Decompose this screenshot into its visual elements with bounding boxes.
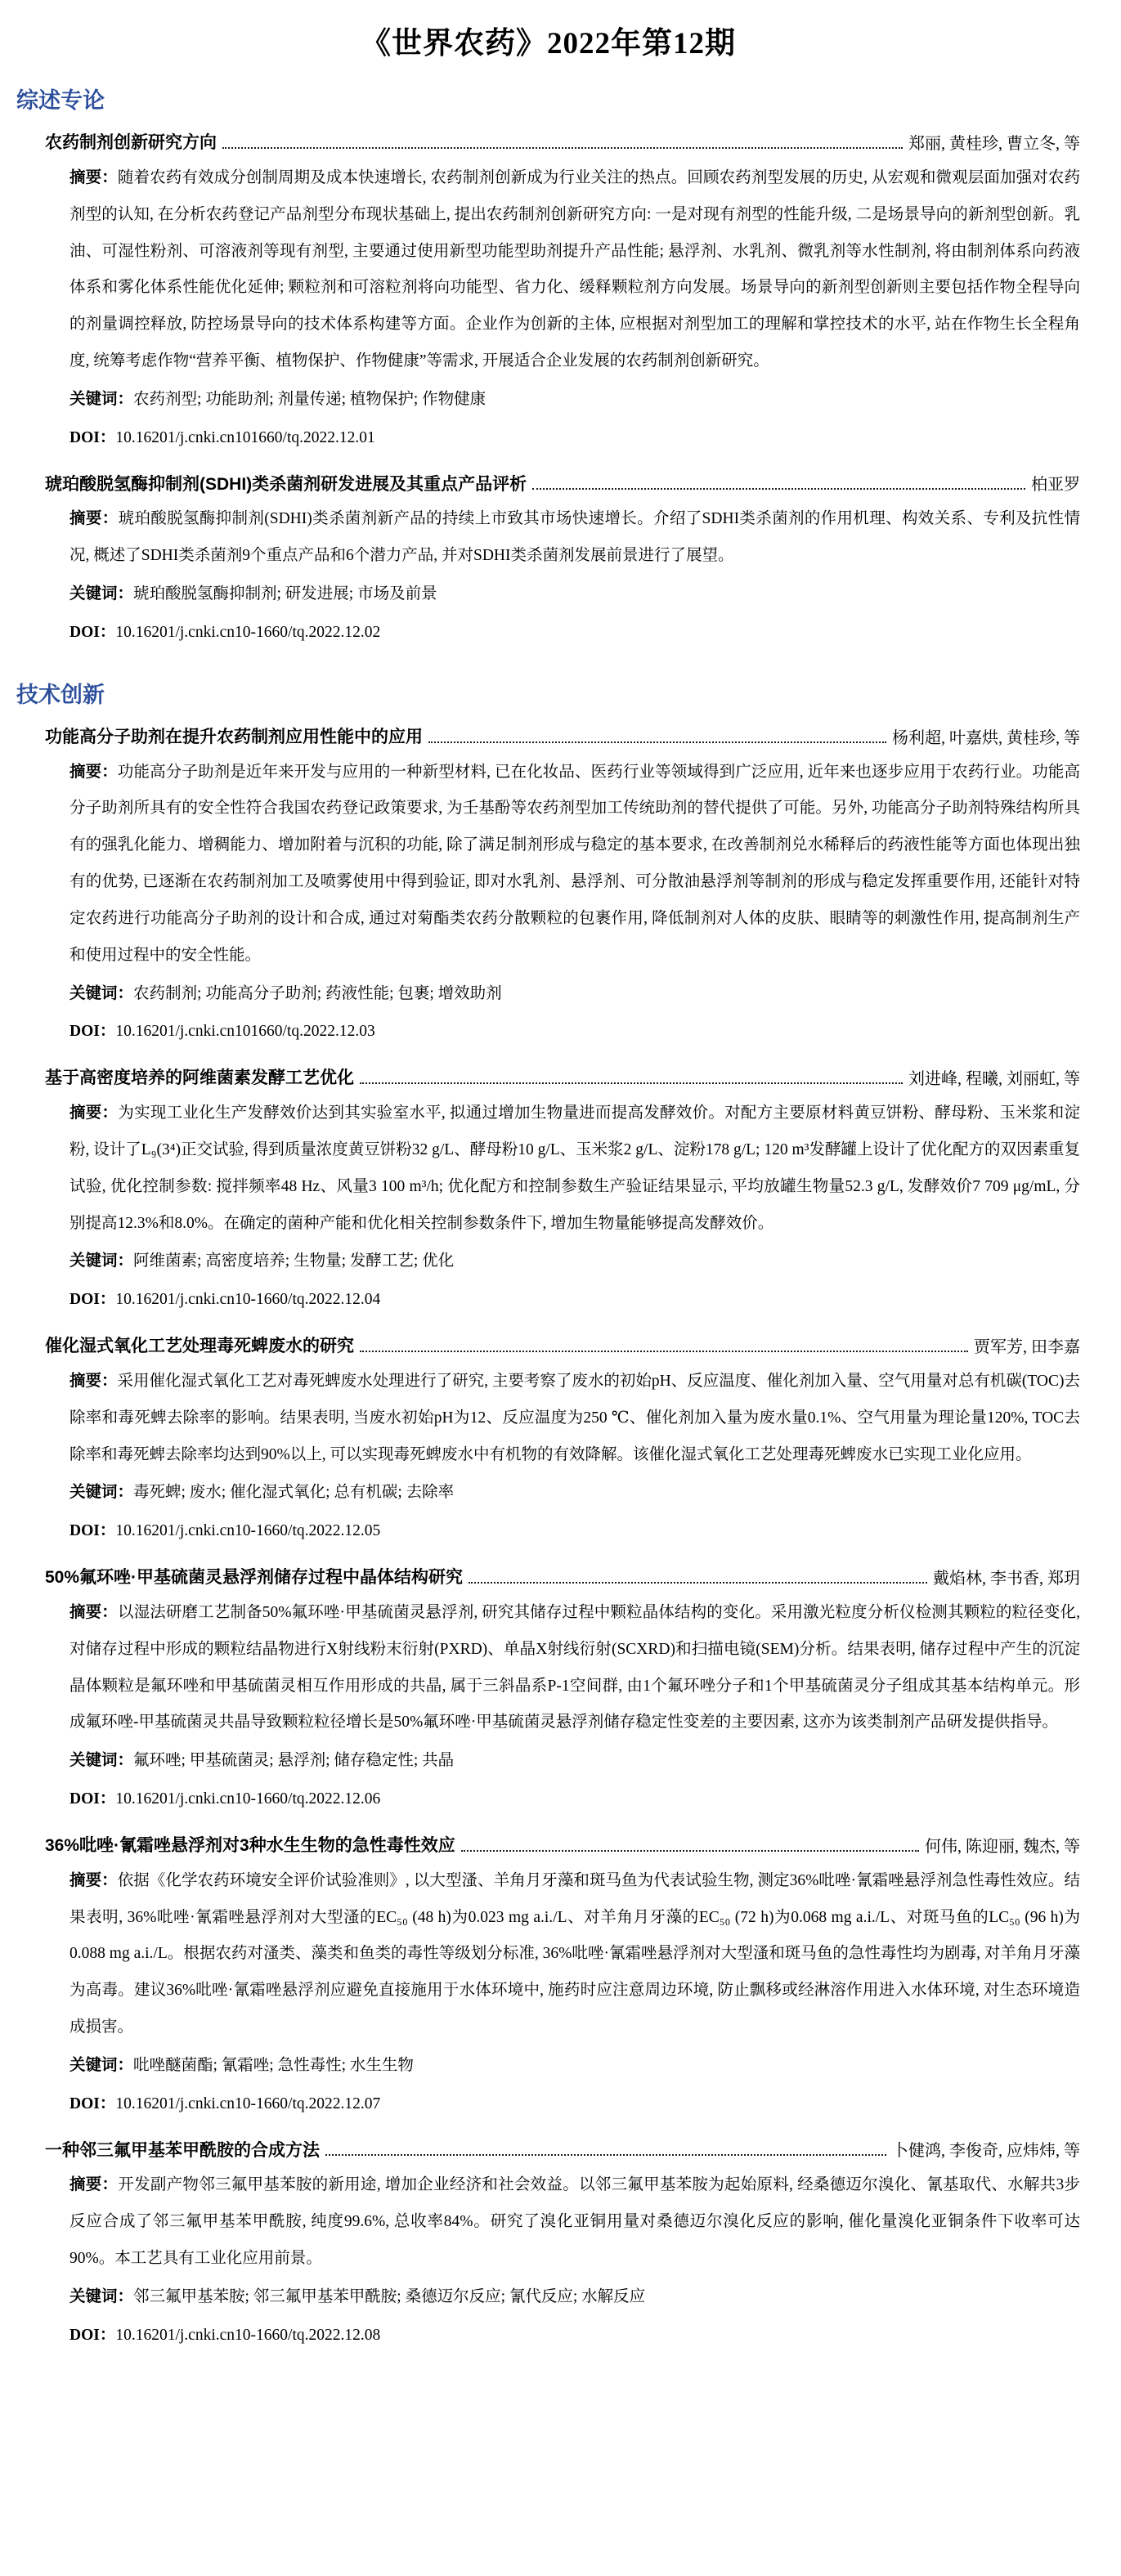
abstract-text: 随着农药有效成分创制周期及成本快速增长, 农药制剂创新成为行业关注的热点。回顾农药剂型发展的历史, 从宏观和微观层面加强对农药剂型的认知, 在分析农药登记产品剂型分布现状基础上, 提出农药制剂创新研究方向: 一是对现有剂型的性能升级, 二是场景导向的新剂型创新。乳油、可湿性粉剂、可溶液剂等现有剂型, 主要通过使用新型功能型助剂提升产品性能; 悬浮剂、水乳剂、微乳剂等水性制剂, 将由制剂体系向药液体系和雾化体系性能优化延伸; 颗粒剂和可溶粒剂将向功能型、省力化、缓释颗粒剂方向发展。场景导向的新剂型创新则主要包括作物全程导向的剂量调控释放, 防控场景导向的技术体系构建等方面。企业作为创新的主体, 应根据对剂型加工的理解和掌控技术的水平, 站在作物生长全程角度, 统筹考虑作物“营养平衡、植物保护、作物健康”等需求, 开展适合企业发展的农药制剂创新研究。 bbox=[70, 168, 1080, 370]
article-title: 琥珀酸脱氢酶抑制剂(SDHI)类杀菌剂研发进展及其重点产品评析 bbox=[45, 474, 527, 494]
article bbox=[45, 470, 1080, 652]
article-title: 一种邻三氟甲基苯甲酰胺的合成方法 bbox=[45, 2140, 320, 2160]
article-authors: 柏亚罗 bbox=[1031, 476, 1080, 495]
article-authors: 戴焰林, 李书香, 郑玥 bbox=[933, 1569, 1080, 1588]
doi-label: DOI： bbox=[70, 1023, 116, 1041]
article-authors: 贾军芳, 田李嘉 bbox=[974, 1337, 1080, 1356]
keywords-line bbox=[70, 2279, 1080, 2316]
doi-value: 10.16201/j.cnki.cn10-1660/tq.2022.12.06 bbox=[115, 1790, 381, 1808]
article bbox=[45, 723, 1080, 1051]
keywords-line bbox=[70, 1743, 1080, 1780]
article-title: 36%吡唑·氰霜唑悬浮剂对3种水生生物的急性毒性效应 bbox=[45, 1835, 455, 1855]
doi-label: DOI： bbox=[70, 2326, 116, 2344]
keywords-line bbox=[70, 382, 1080, 419]
doi-value: 10.16201/j.cnki.cn10-1660/tq.2022.12.05 bbox=[115, 1522, 381, 1540]
article-authors: 何伟, 陈迎丽, 魏杰, 等 bbox=[925, 1837, 1080, 1856]
article-authors: 杨利超, 叶嘉烘, 黄桂珍, 等 bbox=[892, 728, 1080, 747]
doi-value: 10.16201/j.cnki.cn10-1660/tq.2022.12.08 bbox=[115, 2326, 381, 2344]
abstract-label: 摘要： bbox=[70, 1603, 118, 1621]
keywords-label: 关键词： bbox=[70, 390, 134, 408]
article-title: 50%氟环唑·甲基硫菌灵悬浮剂储存过程中晶体结构研究 bbox=[45, 1568, 464, 1588]
keywords-label: 关键词： bbox=[70, 1252, 134, 1270]
article-title-row bbox=[45, 470, 1080, 500]
article-title-row bbox=[45, 1064, 1080, 1094]
abstract-text: 依据《化学农药环境安全评价试验准则》, 以大型溞、羊角月牙藻和斑马鱼为代表试验生物, 测定36%吡唑·氰霜唑悬浮剂急性毒性效应。结果表明, 36%吡唑·氰霜唑悬浮剂对大型溞的EC₅₀ (48 h)为0.023 mg a.i./L、对羊角月牙藻的EC₅₀ (72 h)为0.068 mg a.i./L、对斑马鱼的LC₅₀ (96 h)为0.088 mg a.i./L。根据农药对溞类、藻类和鱼类的毒性等级划分标准, 36%吡唑·氰霜唑悬浮剂对大型溞和斑马鱼的急性毒性均为剧毒, 对羊角月牙藻为高毒。建议36%吡唑·氰霜唑悬浮剂应避免直接施用于水体环境中, 施药时应注意周边环境, 防止飘移或经淋溶作用进入水体环境, 对生态环境造成损害。 bbox=[70, 1871, 1080, 2036]
article-authors: 刘进峰, 程曦, 刘丽虹, 等 bbox=[908, 1070, 1080, 1089]
keywords-label: 关键词： bbox=[70, 984, 134, 1002]
abstract-line bbox=[70, 1595, 1080, 1741]
article-title-row bbox=[45, 1332, 1080, 1362]
abstract-line bbox=[70, 755, 1080, 974]
abstract-label: 摘要： bbox=[70, 1104, 119, 1122]
doi-value: 10.16201/j.cnki.cn101660/tq.2022.12.01 bbox=[115, 428, 375, 446]
keywords-label: 关键词： bbox=[70, 2287, 134, 2305]
keywords-label: 关键词： bbox=[70, 1752, 134, 1770]
abstract-text: 采用催化湿式氧化工艺对毒死蜱废水处理进行了研究, 主要考察了废水的初始pH、反应温度、催化剂加入量、空气用量对总有机碳(TOC)去除率和毒死蜱去除率的影响。结果表明, 当废水初始pH为12、反应温度为250 ℃、催化剂加入量为废水量0.1%、空气用量为理论量120%, TOC去除率和毒死蜱去除率均达到90%以上, 可以实现毒死蜱废水中有机物的有效降解。该催化湿式氧化工艺处理毒死蜱废水已实现工业化应用。 bbox=[70, 1372, 1080, 1463]
doi-line bbox=[70, 420, 1080, 457]
abstract-text: 开发副产物邻三氟甲基苯胺的新用途, 增加企业经济和社会效益。以邻三氟甲基苯胺为起始原料, 经桑德迈尔溴化、氰基取代、水解共3步反应合成了邻三氟甲基苯甲酰胺, 纯度99.6%, 总收率84%。研究了溴化亚铜用量对桑德迈尔溴化反应的影响, 催化量溴化亚铜条件下收率可达90%。本工艺具有工业化应用前景。 bbox=[70, 2176, 1080, 2267]
abstract-text: 以湿法研磨工艺制备50%氟环唑·甲基硫菌灵悬浮剂, 研究其储存过程中颗粒晶体结构的变化。采用激光粒度分析仪检测其颗粒的粒径变化, 对储存过程中形成的颗粒结晶物进行X射线粉末衍射(PXRD)、单晶X射线衍射(SCXRD)和扫描电镜(SEM)分析。结果表明, 储存过程中产生的沉淀晶体颗粒是氟环唑和甲基硫菌灵相互作用形成的共晶, 属于三斜晶系P-1空间群, 由1个氟环唑分子和1个甲基硫菌灵分子组成其基本结构单元。形成氟环唑-甲基硫菌灵共晶导致颗粒粒径增长是50%氟环唑·甲基硫菌灵悬浮剂储存稳定性变差的主要因素, 这亦为该类制剂产品研发提供指导。 bbox=[70, 1603, 1080, 1732]
abstract-line bbox=[70, 1364, 1080, 1474]
article-title-row bbox=[45, 723, 1080, 753]
keywords-label: 关键词： bbox=[70, 585, 134, 603]
abstract-label: 摘要： bbox=[70, 510, 119, 528]
keywords-label: 关键词： bbox=[70, 1484, 134, 1502]
article-title-row bbox=[45, 2136, 1080, 2166]
doi-label: DOI： bbox=[70, 1522, 116, 1540]
keywords-text: 氟环唑; 甲基硫菌灵; 悬浮剂; 储存稳定性; 共晶 bbox=[133, 1752, 455, 1770]
article-title: 农药制剂创新研究方向 bbox=[45, 133, 217, 153]
doi-label: DOI： bbox=[70, 623, 116, 641]
doi-label: DOI： bbox=[70, 1291, 116, 1309]
keywords-line bbox=[70, 1475, 1080, 1512]
abstract-label: 摘要： bbox=[70, 763, 118, 781]
doi-line bbox=[70, 2086, 1080, 2123]
abstract-text: 为实现工业化生产发酵效价达到其实验室水平, 拟通过增加生物量进而提高发酵效价。对配方主要原材料黄豆饼粉、酵母粉、玉米浆和淀粉, 设计了L₉(3⁴)正交试验, 得到质量浓度黄豆饼粉32 g/L、酵母粉10 g/L、玉米浆2 g/L、淀粉178 g/L; 120 m³发酵罐上设计了优化配方的双因素重复试验, 优化控制参数: 搅拌频率48 Hz、风量3 100 m³/h; 优化配方和控制参数生产验证结果显示, 平均放罐生物量52.3 g/L, 发酵效价7 709 μg/mL, 分别提高12.3%和8.0%。在确定的菌种产能和优化相关控制参数条件下, 增加生物量能够提高发酵效价。 bbox=[70, 1104, 1080, 1232]
article-authors: 卜健鸿, 李俊奇, 应炜炜, 等 bbox=[892, 2142, 1080, 2161]
abstract-text: 琥珀酸脱氢酶抑制剂(SDHI)类杀菌剂新产品的持续上市致其市场快速增长。介绍了SDHI类杀菌剂的作用机理、构效关系、专利及抗性情况, 概述了SDHI类杀菌剂9个重点产品和6个潜力产品, 并对SDHI类杀菌剂发展前景进行了展望。 bbox=[70, 510, 1080, 565]
doi-line bbox=[70, 1282, 1080, 1319]
article-authors: 郑丽, 黄桂珍, 曹立冬, 等 bbox=[908, 134, 1080, 153]
abstract-line bbox=[70, 160, 1080, 380]
doi-value: 10.16201/j.cnki.cn10-1660/tq.2022.12.02 bbox=[115, 623, 381, 641]
doi-label: DOI： bbox=[70, 428, 116, 446]
article bbox=[45, 1563, 1080, 1818]
doi-value: 10.16201/j.cnki.cn101660/tq.2022.12.03 bbox=[115, 1023, 375, 1041]
doi-label: DOI： bbox=[70, 1790, 116, 1808]
abstract-label: 摘要： bbox=[70, 1372, 118, 1390]
doi-value: 10.16201/j.cnki.cn10-1660/tq.2022.12.04 bbox=[115, 1291, 381, 1309]
section-label-tech-innovation: 技术创新 bbox=[16, 682, 105, 707]
abstract-line bbox=[70, 1863, 1080, 2046]
doi-line bbox=[70, 1014, 1080, 1051]
article bbox=[45, 1831, 1080, 2123]
abstract-label: 摘要： bbox=[70, 1871, 118, 1889]
article bbox=[45, 128, 1080, 457]
doi-line bbox=[70, 1513, 1080, 1550]
article-title: 功能高分子助剂在提升农药制剂应用性能中的应用 bbox=[45, 727, 423, 746]
keywords-line bbox=[70, 1243, 1080, 1280]
section-review bbox=[16, 87, 1080, 652]
abstract-line bbox=[70, 2167, 1080, 2278]
article-title: 催化湿式氧化工艺处理毒死蜱废水的研究 bbox=[45, 1337, 354, 1356]
section-tech-innovation bbox=[16, 681, 1080, 2354]
doi-line bbox=[70, 2318, 1080, 2354]
article bbox=[45, 2136, 1080, 2354]
doi-value: 10.16201/j.cnki.cn10-1660/tq.2022.12.07 bbox=[115, 2094, 381, 2112]
abstract-label: 摘要： bbox=[70, 168, 118, 186]
keywords-text: 农药剂型; 功能助剂; 剂量传递; 植物保护; 作物健康 bbox=[133, 390, 487, 408]
doi-line bbox=[70, 1781, 1080, 1818]
keywords-text: 毒死蜱; 废水; 催化湿式氧化; 总有机碳; 去除率 bbox=[133, 1484, 455, 1502]
keywords-text: 琥珀酸脱氢酶抑制剂; 研发进展; 市场及前景 bbox=[133, 585, 437, 603]
section-label-review: 综述专论 bbox=[16, 88, 105, 113]
article-title-row bbox=[45, 1563, 1080, 1593]
article bbox=[45, 1332, 1080, 1550]
keywords-line bbox=[70, 976, 1080, 1013]
keywords-label: 关键词： bbox=[70, 2056, 134, 2074]
keywords-text: 阿维菌素; 高密度培养; 生物量; 发酵工艺; 优化 bbox=[133, 1252, 455, 1270]
abstract-label: 摘要： bbox=[70, 2176, 119, 2194]
abstract-text: 功能高分子助剂是近年来开发与应用的一种新型材料, 已在化妆品、医药行业等领域得到广泛应用, 近年来也逐步应用于农药行业。功能高分子助剂所具有的安全性符合我国农药登记政策要求, 为壬基酚等农药剂型加工传统助剂的替代提供了可能。另外, 功能高分子助剂特殊结构所具有的强乳化能力、增稠能力、增加附着与沉积的功能, 除了满足制剂形成与稳定的基本要求, 在改善制剂兑水稀释后的药液性能等方面也体现出独有的优势, 已逐渐在农药制剂加工及喷雾使用中得到验证, 即对水乳剂、悬浮剂、可分散油悬浮剂等制剂的形成与稳定发挥重要作用, 还能针对特定农药进行功能高分子助剂的设计和合成, 通过对菊酯类农药分散颗粒的包裹作用, 降低制剂对人体的皮肤、眼睛等的刺激性作用, 提高制剂生产和使用过程中的安全性能。 bbox=[70, 763, 1080, 964]
article-title-row bbox=[45, 128, 1080, 159]
doi-line bbox=[70, 615, 1080, 652]
page-title: 《世界农药》2022年第12期 bbox=[361, 27, 736, 60]
keywords-line bbox=[70, 2048, 1080, 2085]
keywords-line bbox=[70, 576, 1080, 613]
article-title: 基于高密度培养的阿维菌素发酵工艺优化 bbox=[45, 1068, 354, 1088]
keywords-text: 邻三氟甲基苯胺; 邻三氟甲基苯甲酰胺; 桑德迈尔反应; 氰代反应; 水解反应 bbox=[133, 2287, 646, 2305]
keywords-text: 农药制剂; 功能高分子助剂; 药液性能; 包裹; 增效助剂 bbox=[133, 984, 502, 1002]
abstract-line bbox=[70, 1095, 1080, 1242]
abstract-line bbox=[70, 501, 1080, 575]
keywords-text: 吡唑醚菌酯; 氰霜唑; 急性毒性; 水生生物 bbox=[133, 2056, 414, 2074]
article-title-row bbox=[45, 1831, 1080, 1861]
article bbox=[45, 1064, 1080, 1319]
doi-label: DOI： bbox=[70, 2094, 116, 2112]
